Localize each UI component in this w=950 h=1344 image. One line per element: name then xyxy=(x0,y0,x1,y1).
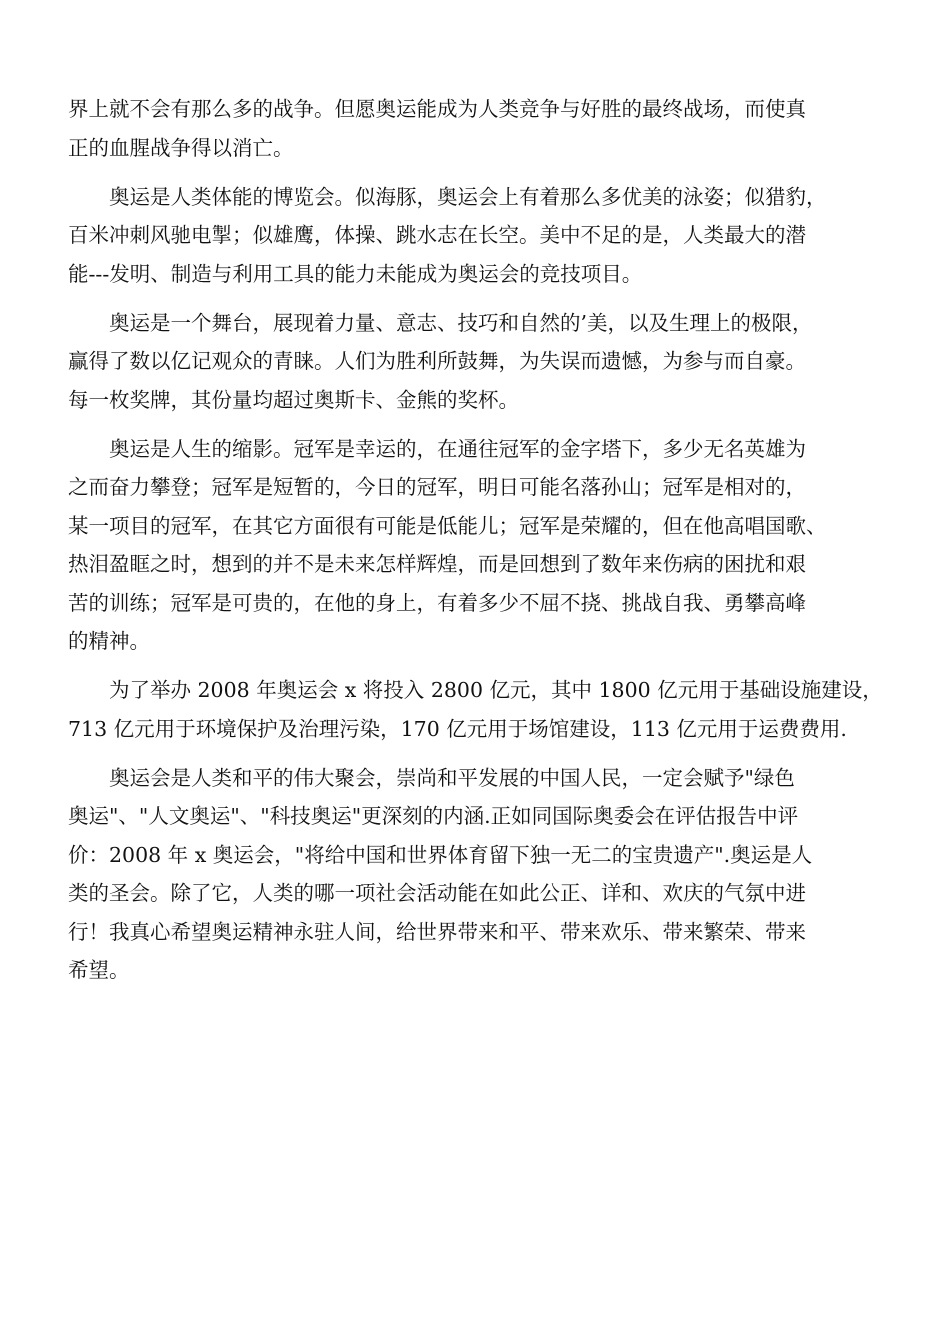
paragraph-5: 为了举办 2008 年奥运会 x 将投入 2800 亿元，其中 1800 亿元用于基础设施建设， 713 亿元用于环境保护及治理污染，170 亿元用于场馆建设，113 亿元用于运费费用. xyxy=(68,678,883,741)
paragraph-2: 奥运是人类体能的博览会。似海豚，奥运会上有着那么多优美的泳姿；似猎豹， 百米冲刺风驰电掣；似雄鹰，体操、跳水志在长空。美中不足的是，人类最大的潜 能---发明、制造与利用工具的能力未能成为奥运会的竞技项目。 xyxy=(68,184,827,286)
paragraph-gap xyxy=(68,293,898,304)
document-body xyxy=(68,90,898,990)
paragraph-gap xyxy=(68,661,898,672)
paragraph-4: 奥运是人生的缩影。冠军是幸运的，在通往冠军的金字塔下，多少无名英雄为 之而奋力攀登；冠军是短暂的，今日的冠军，明日可能名落孙山；冠军是相对的， 某一项目的冠军，在其它方面很有可能是低能儿；冠军是荣耀的，但在他高唱国歌、 热泪盈眶之时，想到的并不是未来怎样辉煌，而是回想到了数年来伤病的困扰和艰 苦的训练；冠军是可贵的，在他的身上，有着多少不屈不挠、挑战自我、勇攀高峰 的精神。 xyxy=(68,436,827,653)
paragraph-gap xyxy=(68,419,898,430)
paragraph-1: 界上就不会有那么多的战争。但愿奥运能成为人类竞争与好胜的最终战场，而使真 正的血腥战争得以消亡。 xyxy=(68,97,806,160)
paragraph-3: 奥运是一个舞台，展现着力量、意志、技巧和自然的’美，以及生理上的极限， 赢得了数以亿记观众的青睐。人们为胜利所鼓舞，为失误而遗憾，为参与而自豪。 每一枚奖牌，其份量均超过奥斯卡、金熊的奖杯。 xyxy=(68,310,813,412)
paragraph-gap xyxy=(68,167,898,178)
paragraph-6: 奥运会是人类和平的伟大聚会，崇尚和平发展的中国人民，一定会赋予"绿色 奥运"、"人文奥运"、"科技奥运"更深刻的内涵.正如同国际奥委会在评估报告中评 价：2008 年 x 奥运会，"将给中国和世界体育留下独一无二的宝贵遗产".奥运是人 类的圣会。除了它，人类的哪一项社会活动能在如此公正、详和、欢庆的气氛中进 行！我真心希望奥运精神永驻人间，给世界带来和平、带来欢乐、带来繁荣、带来 希望。 xyxy=(68,765,813,982)
paragraph-gap xyxy=(68,748,898,759)
